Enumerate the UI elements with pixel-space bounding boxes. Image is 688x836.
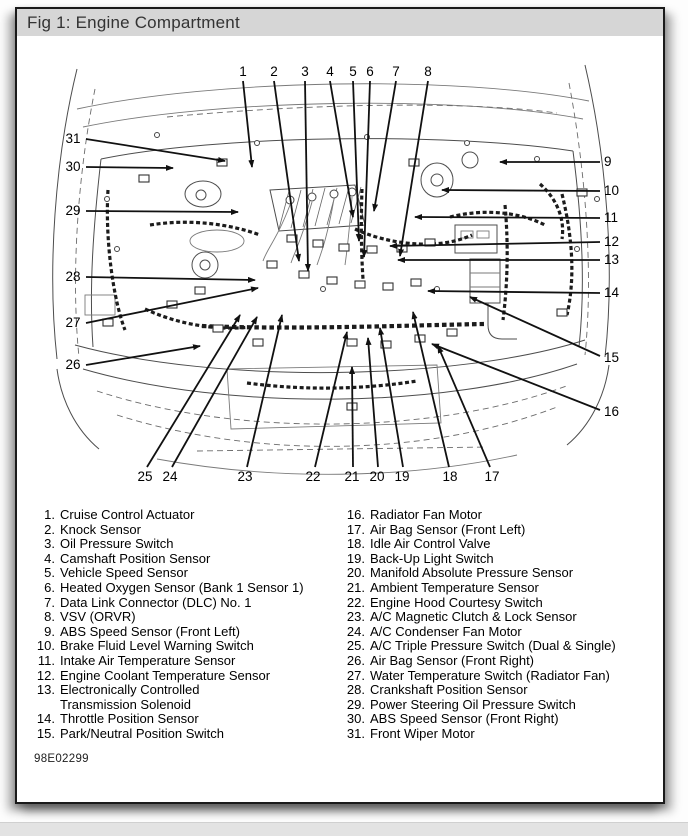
legend-item-number: 25. (346, 638, 365, 654)
figure-card (15, 7, 665, 804)
callout-leader-line-18 (413, 312, 449, 467)
legend-item-17 (343, 523, 661, 538)
legend-item-4 (33, 552, 341, 567)
callout-leader-line-6 (364, 81, 370, 257)
legend-item-20 (343, 566, 661, 581)
callout-number-13: 13 (604, 252, 620, 267)
legend-item-number: 15. (36, 725, 55, 741)
callout-number-24: 24 (162, 469, 178, 484)
callout-number-30: 30 (65, 159, 81, 174)
legend-item-label: Engine Hood Courtesy Switch (370, 594, 543, 610)
legend-item-28 (343, 683, 661, 698)
legend-item-label: Oil Pressure Switch (60, 536, 174, 552)
callout-leader-line-2 (274, 81, 299, 261)
legend-item-number: 31. (346, 725, 365, 741)
legend-item-number: 21. (346, 579, 365, 595)
legend-item-number: 24. (346, 623, 365, 639)
legend-item-number: 19. (346, 550, 365, 566)
callout-number-25: 25 (137, 469, 153, 484)
callout-number-28: 28 (65, 269, 81, 284)
figure-title: Fig 1: Engine Compartment (27, 13, 240, 32)
legend-item-label: ABS Speed Sensor (Front Right) (370, 711, 559, 727)
legend-column-left (33, 508, 341, 742)
callout-number-19: 19 (394, 469, 410, 484)
legend-item-number: 22. (346, 594, 365, 610)
callout-number-12: 12 (604, 234, 620, 249)
callout-leader-line-14 (428, 291, 600, 293)
callout-layer (65, 64, 619, 484)
legend-item-number: 4. (44, 550, 55, 566)
legend-item-label: Park/Neutral Position Switch (60, 725, 225, 741)
legend-item-label: Vehicle Speed Sensor (60, 565, 188, 581)
legend-item-label: Idle Air Control Valve (370, 536, 491, 552)
legend-item-number: 30. (346, 711, 365, 727)
legend-item-number: 13. (36, 682, 55, 698)
callout-leader-line-1 (243, 81, 252, 167)
callout-number-22: 22 (305, 469, 321, 484)
legend-item-label: Ambient Temperature Sensor (370, 579, 539, 595)
legend-item-number: 5. (44, 565, 55, 581)
legend-item-number: 29. (346, 696, 365, 712)
legend-item-label: Cruise Control Actuator (60, 507, 195, 522)
legend-item-29 (343, 698, 661, 713)
legend-item-2 (33, 523, 341, 538)
callout-number-31: 31 (65, 131, 81, 146)
legend-item-label: Back-Up Light Switch (370, 550, 494, 566)
callout-number-18: 18 (442, 469, 458, 484)
callout-leader-line-21 (352, 367, 353, 467)
legend-item-number: 14. (36, 711, 55, 727)
legend-item-number: 27. (346, 667, 365, 683)
legend-item-label: Heated Oxygen Sensor (Bank 1 Sensor 1) (60, 579, 304, 595)
callout-number-9: 9 (604, 154, 612, 169)
legend-item-23 (343, 610, 661, 625)
callout-number-21: 21 (344, 469, 360, 484)
legend-item-1 (33, 508, 341, 523)
callout-leader-line-30 (86, 167, 173, 168)
callout-number-17: 17 (484, 469, 500, 484)
legend-item-label: Electronically Controlled Transmission Solenoid (60, 682, 200, 712)
legend-item-number: 12. (36, 667, 55, 683)
legend-item-label: Air Bag Sensor (Front Right) (370, 652, 535, 668)
legend-item-22 (343, 596, 661, 611)
legend-item-label: Radiator Fan Motor (370, 507, 482, 522)
callout-leader-line-11 (415, 217, 600, 218)
legend-item-label: Intake Air Temperature Sensor (60, 652, 236, 668)
callout-number-16: 16 (604, 404, 620, 419)
legend-item-label: ABS Speed Sensor (Front Left) (60, 623, 240, 639)
legend-item-number: 18. (346, 536, 365, 552)
page-bottom-strip (0, 822, 688, 836)
legend-item-number: 10. (36, 638, 55, 654)
legend-item-number: 20. (346, 565, 365, 581)
legend-item-5 (33, 566, 341, 581)
callout-number-7: 7 (392, 64, 400, 79)
legend-item-number: 17. (346, 521, 365, 537)
legend-item-21 (343, 581, 661, 596)
callout-number-6: 6 (366, 64, 374, 79)
legend-item-number: 11. (37, 652, 55, 668)
legend-item-24 (343, 625, 661, 640)
legend-item-label: Air Bag Sensor (Front Left) (370, 521, 526, 537)
legend-item-label: A/C Condenser Fan Motor (370, 623, 522, 639)
legend-item-label: A/C Triple Pressure Switch (Dual & Single) (370, 638, 616, 654)
callout-number-2: 2 (270, 64, 278, 79)
legend-item-number: 16. (346, 507, 365, 522)
legend-item-27 (343, 669, 661, 684)
callout-number-4: 4 (326, 64, 334, 79)
legend-item-9 (33, 625, 341, 640)
callout-number-11: 11 (604, 210, 619, 225)
legend-item-8 (33, 610, 341, 625)
legend-item-number: 9. (44, 623, 55, 639)
legend-item-label: Power Steering Oil Pressure Switch (370, 696, 576, 712)
legend-item-16 (343, 508, 661, 523)
callout-number-10: 10 (604, 183, 620, 198)
legend-item-number: 28. (346, 682, 365, 698)
legend-item-12 (33, 669, 341, 684)
legend-item-label: Data Link Connector (DLC) No. 1 (60, 594, 252, 610)
legend-item-label: VSV (ORVR) (60, 609, 136, 625)
legend-item-18 (343, 537, 661, 552)
legend-item-number: 2. (44, 521, 55, 537)
callout-leader-line-3 (305, 81, 308, 271)
legend-item-3 (33, 537, 341, 552)
legend-item-label: Front Wiper Motor (370, 725, 475, 741)
callout-leader-line-20 (368, 338, 378, 467)
callout-leader-line-5 (353, 81, 359, 241)
callout-number-29: 29 (65, 203, 81, 218)
callout-number-14: 14 (604, 285, 620, 300)
legend-item-13 (33, 683, 341, 712)
legend-item-label: Engine Coolant Temperature Sensor (60, 667, 271, 683)
legend-item-number: 1. (44, 507, 55, 522)
legend-item-label: Water Temperature Switch (Radiator Fan) (370, 667, 610, 683)
legend-item-30 (343, 712, 661, 727)
legend-item-10 (33, 639, 341, 654)
legend-item-19 (343, 552, 661, 567)
legend-item-25 (343, 639, 661, 654)
legend-item-number: 23. (346, 609, 365, 625)
callout-number-27: 27 (65, 315, 81, 330)
callout-number-3: 3 (301, 64, 309, 79)
callout-leader-line-25 (147, 315, 240, 467)
legend-item-label: Crankshaft Position Sensor (370, 682, 528, 698)
callout-leader-line-24 (172, 317, 257, 467)
legend-item-label: Camshaft Position Sensor (60, 550, 211, 566)
legend-item-label: Throttle Position Sensor (60, 711, 199, 727)
legend-column-right (343, 508, 661, 742)
legend-item-number: 26. (346, 652, 365, 668)
callout-leader-line-8 (400, 81, 428, 256)
callout-leader-line-7 (374, 81, 396, 211)
callout-number-23: 23 (237, 469, 253, 484)
callout-number-26: 26 (65, 357, 81, 372)
legend-item-label: Manifold Absolute Pressure Sensor (370, 565, 574, 581)
legend-item-label: A/C Magnetic Clutch & Lock Sensor (370, 609, 577, 625)
legend-item-number: 6. (44, 579, 55, 595)
engine-compartment-diagram (17, 39, 663, 501)
legend-item-number: 8. (44, 609, 55, 625)
legend-item-14 (33, 712, 341, 727)
legend-item-number: 7. (44, 594, 55, 610)
callout-number-5: 5 (349, 64, 357, 79)
callout-number-15: 15 (604, 350, 620, 365)
legend-item-11 (33, 654, 341, 669)
callout-number-20: 20 (369, 469, 385, 484)
legend-item-31 (343, 727, 661, 742)
callout-leader-line-29 (86, 211, 238, 212)
engine-drawing-art (53, 65, 610, 474)
legend-item-number: 3. (44, 536, 55, 552)
legend-item-label: Brake Fluid Level Warning Switch (60, 638, 254, 654)
callout-leader-line-10 (442, 190, 600, 191)
legend-item-15 (33, 727, 341, 742)
figure-code: 98E02299 (34, 753, 89, 765)
callout-leader-line-16 (432, 344, 600, 410)
callout-number-1: 1 (239, 64, 247, 79)
legend-item-7 (33, 596, 341, 611)
legend-item-label: Knock Sensor (60, 521, 141, 537)
legend-item-26 (343, 654, 661, 669)
legend-item-6 (33, 581, 341, 596)
callout-leader-line-26 (86, 346, 200, 365)
callout-number-8: 8 (424, 64, 432, 79)
figure-title-bar (17, 9, 663, 36)
